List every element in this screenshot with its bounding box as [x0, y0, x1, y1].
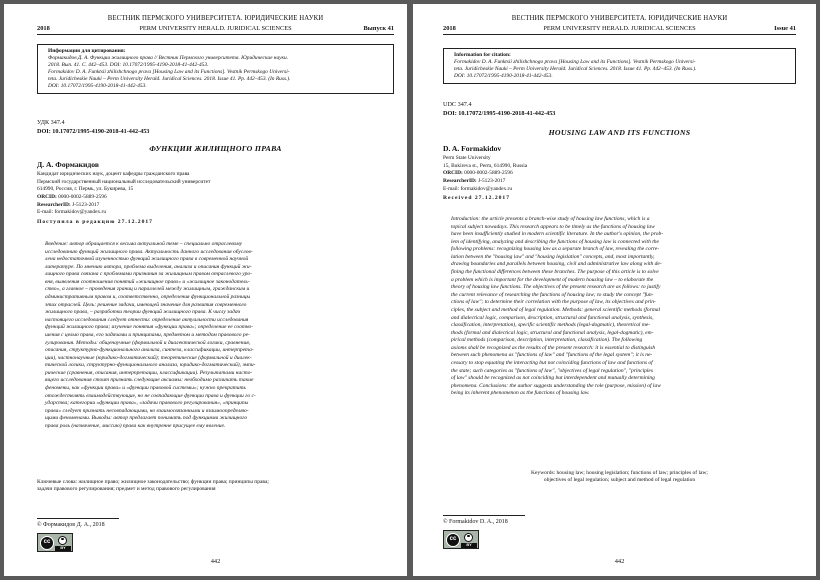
abstract: Introduction: the article presents a branch-wise study of housing law functions, which is a topical subject nowadays. This research appears to be timely as the functions of housing law have been insufficiently studied in modern scientific literature. In the author's opinion, the prob- lem of identifying, analyzing and describing the functions of housing law is connected with the following problems: recognizing housing law as a separate branch of law, revealing the corre- lation between the "housing law" and "housing legislation" concepts, and, most importantly, drawing boundaries and parallels between housing, civil and administrative law along with de- fining the functional differences between these branches. The purpose of this article is to solve a problem which is important for the development of modern housing law – to elaborate the theory of housing law functions. The objectives of the present research are as follows: to justify the current relevance of researching the functions of housing law; to study the concept "fun- ctions of law"; to determine their correlation with the purpose of law, its objectives and prin- ciples, the subject and method of legal regulation. Methods: general scientific methods (formal and dialectical logic, comparison, description, structural and functional analysis, synthesis, classification, interpretation), specific scientific methods (legal-dogmatic), theoretical me- thods (formal and dialectical logic, structural and functional analysis, legal-dogmatic), em- pirical methods (comparison, description, interpretation, classification). The following axioms shall be recognized as the results of the present research: it is essential to distinguish between such phenomena as "functions of law" and "functions of the legal system"; it is ne- cessary to stop equating the interacting but not coinciding functions of law and functions of the state; such categories as "functions of law", "objectives of legal regulation", "principles of law" should be recognized as not coinciding but interdependent and mutually determining phenomena. Conclusions: the author suggests understanding the role (purpose, mission) of law being its inherent phenomenon as the functions of housing law.: [451, 216, 664, 397]
citation-title: Information for citation:: [454, 52, 511, 58]
author-name: Д. А. Формакидов: [37, 160, 99, 169]
keywords: Keywords: housing law; housing legislation; functions of law; principles of law; objectives of legal regulation; subject and method of legal regulation: [531, 470, 708, 484]
citation-text: Formakidov D. A. Funktsii zhilishchnogo prava [Housing Law and its Functions]. Vestnik Permskogo Universi- teta. Juridicheskie Nauki – Perm University Herald. Juridical Sciences. 2018. Issue 41. Pp. 442–453. (In Russ.). DOI: 10.17072/1995-4190-2018-41-442-453.: [454, 59, 697, 80]
author-email: E-mail: formakidov@yandex.ru: [443, 185, 513, 192]
doi: DOI: 10.17072/1995-4190-2018-41-442-453: [443, 110, 556, 117]
citation-box: [443, 48, 796, 84]
author-name: D. A. Formakidov: [443, 144, 502, 153]
page-number: 442: [210, 558, 221, 565]
citation-box: [37, 44, 394, 94]
header-journal-en: PERM UNIVERSITY HERALD. JURIDICAL SCIENCES: [139, 25, 292, 32]
cc-by-license-icon: cc BY: [443, 530, 479, 549]
page-number: 442: [614, 558, 625, 565]
cc-by-license-icon: cc BY: [37, 533, 73, 552]
right-page: [413, 4, 816, 576]
article-title: HOUSING LAW AND ITS FUNCTIONS: [548, 128, 691, 137]
header-year: 2018: [443, 25, 456, 32]
doi: DOI: 10.17072/1995-4190-2018-41-442-453: [37, 128, 150, 135]
left-page: [4, 4, 407, 576]
journal-header: ВЕСТНИК ПЕРМСКОГО УНИВЕРСИТЕТА. ЮРИДИЧЕСКИЕ НАУКИ: [511, 15, 728, 22]
author-orcid: ORCID: 0000-0002-5889-2596: [443, 170, 513, 177]
copyright: © Формакидов Д. А., 2018: [37, 522, 105, 528]
header-rule: [443, 34, 796, 35]
footnote-rule: [37, 518, 119, 519]
footnote-rule: [443, 515, 525, 516]
author-orcid: ORCID: 0000-0002-5889-2596: [37, 194, 107, 201]
copyright: © Formakidov D. A., 2018: [443, 519, 508, 525]
udc: UDC 347.4: [443, 101, 472, 108]
header-issue: Issue 41: [774, 25, 796, 32]
journal-header: ВЕСТНИК ПЕРМСКОГО УНИВЕРСИТЕТА. ЮРИДИЧЕСКИЕ НАУКИ: [107, 15, 324, 22]
author-researcher-id: ResearcherID: J-5123-2017: [443, 178, 506, 185]
article-title: ФУНКЦИИ ЖИЛИЩНОГО ПРАВА: [149, 144, 282, 153]
header-journal-en: PERM UNIVERSITY HERALD. JURIDICAL SCIENCES: [543, 25, 696, 32]
author-university: Perm State University: [443, 155, 491, 161]
author-researcher-id: ResearcherID: J-5123-2017: [37, 201, 100, 208]
received-date: Received 27.12.2017: [443, 195, 511, 202]
header-issue: Выпуск 41: [363, 25, 394, 32]
received-date: Поступила в редакцию 27.12.2017: [37, 219, 153, 226]
author-position: Кандидат юридических наук, доцент кафедры гражданского права: [37, 171, 190, 177]
header-rule: [37, 34, 394, 35]
header-year: 2018: [37, 25, 50, 32]
citation-text: Формакидов Д. А. Функции жилищного права // Вестник Пермского университета. Юридические науки. 2018. Вып. 41. С. 442–453. DOI: 10.17072/1995-4190-2018-41-442-453. Formakidov D. A. Funktsii zhilishchnogo prava [Housing Law and its Functions]. Vestnik Permskogo Universi- teta. Juridicheskie Nauki – Perm University Herald. Juridical Sciences. 2018. Issue 41. Pp. 442–453. (In Russ.). DOI: 10.17072/1995-4190-2018-41-442-453.: [48, 55, 291, 90]
author-address: 614990, Россия, г. Пермь, ул. Букирева, 15: [37, 186, 134, 193]
citation-title: Информация для цитирования:: [48, 48, 126, 54]
keywords: Ключевые слова: жилищное право; жилищное законодательство; функции права; принципы права; задачи правового регулирования; предмет и метод правового регулирования: [37, 479, 269, 493]
author-university: Пермский государственный национальный исследовательский университет: [37, 178, 211, 185]
author-affiliation: [37, 171, 394, 227]
udc: УДК 347.4: [37, 119, 65, 126]
author-affiliation: [443, 155, 796, 203]
author-email: E-mail: formakidov@yandex.ru: [37, 209, 107, 216]
author-address: 15, Bukireva st., Perm, 614990, Russia: [443, 162, 528, 169]
abstract: Введение: автор обращается к весьма актуальной теме – специально отраслевому исследованию функций жилищного права. Актуальность данного исследования обуслов- лена недостаточной изученностью функций жилищного права в современной научной литературе. По мнению автора, проблема выделения, анализа и описания функций жи- лищного права связана с проблемами признания за жилищным правом отраслевого уро- вня, выявления соотношения понятий «жилищное право» и «жилищное законодатель- ство», а главное – проведения границ и параллелей между жилищным, гражданским и административным правом и, соответственно, определения функциональной разницы этих отраслей. Цель: решение задачи, имеющей значение для развития современного жилищного права, – разработки теории функций жилищного права. К числу задач настоящего исследования следует отнести: определение актуальности исследования функций жилищного права; изучение понятия «функции права»; определение ее соотно- шения с целью права, его задачами и принципами, предметом и методом правового ре- гулирования. Методы: общенаучные (формальной и диалектической логики, сравнения, описания, структурно-функционального анализа, синтеза, классификации, интерпрета- ции), частнонаучные (юридико-догматический); теоретические (формальной и диалек- тической логики, структурно-функционального анализа, юридико-догматический), эмпи- рические (сравнения, описания, интерпретации, классификации). Результатами насто- ящего исследования стоит признать следующие аксиомы: необходимо различать такие феномены, как «функции права» и «функции правовой системы»; нужно прекратить отождествлять взаимодействующие, но не совпадающие функции права и функции го с- ударства; категории «функции права», «задачи правового регулирования», «принципы права» следует признать несовпадающими, но взаимосвязанными и взаимоопределяю- щими феноменами. Выводы: автор предлагает понимать под функциями жилищного права роль (назначение, миссию) права как внутренне присущее ему явление.: [45, 241, 256, 429]
